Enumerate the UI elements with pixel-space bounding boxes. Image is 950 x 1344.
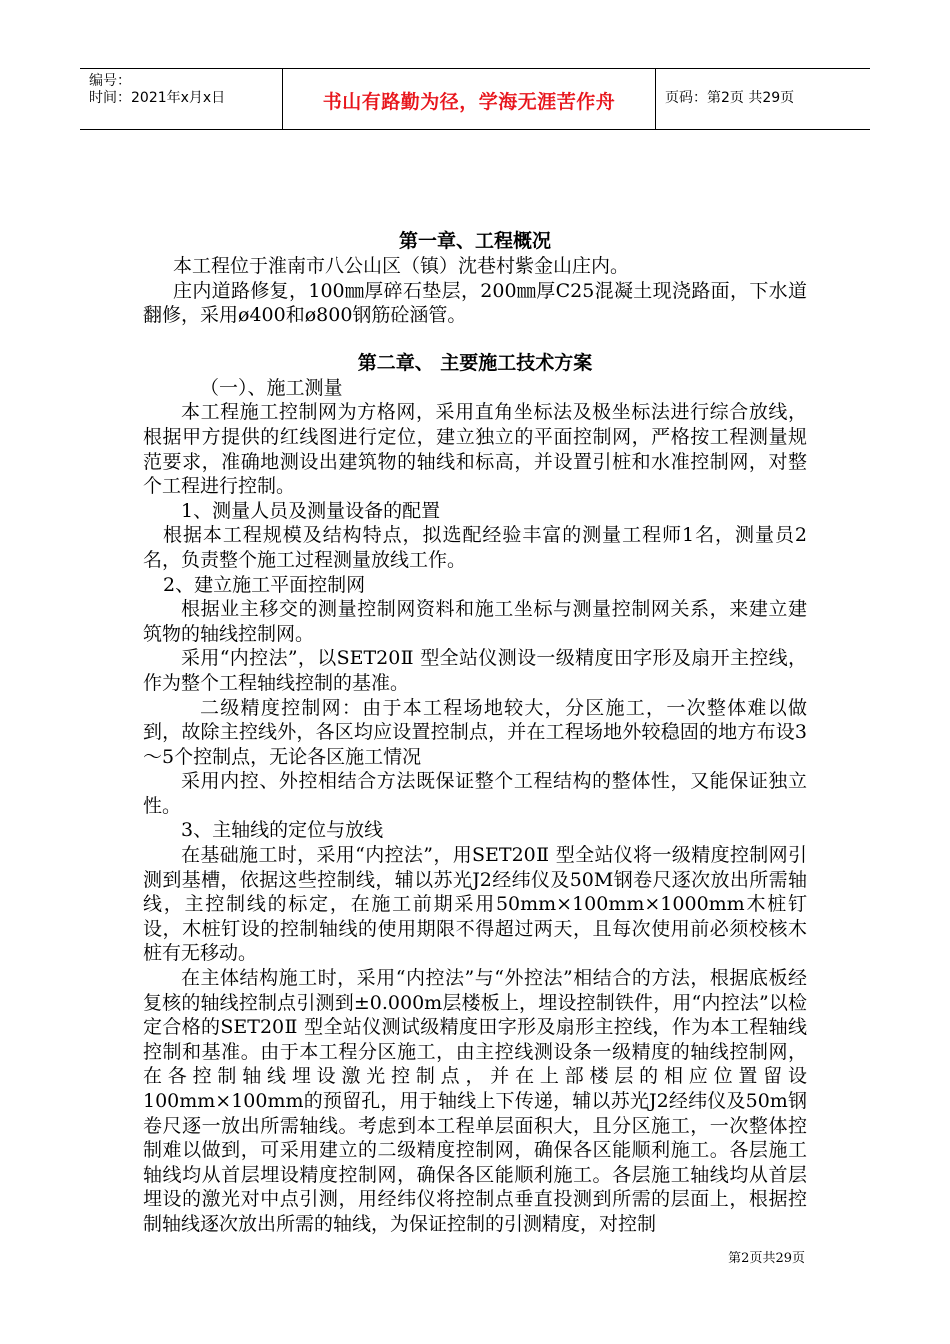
- section-heading: （一）、施工测量: [200, 376, 343, 399]
- paragraph: 本工程施工控制网为方格网，采用直角坐标法及极坐标法进行综合放线，根据甲方提供的红线图进行定位，建立独立的平面控制网，严格按工程测量规范要求，准确地测设出建筑物的轴线和标高，并设置引桩和水准控制网，对整个工程进行控制。: [143, 401, 807, 498]
- paragraph: 庄内道路修复，100㎜厚碎石垫层，200㎜厚C25混凝土现浇路面，下水道翻修，采用ø400和ø800钢筋砼涵管。: [143, 279, 807, 327]
- document-body: [143, 228, 807, 1237]
- header-page-cell: [655, 69, 870, 129]
- section-heading: 2、建立施工平面控制网: [163, 573, 366, 596]
- chapter-2-title: 第二章、 主要施工技术方案: [357, 351, 593, 374]
- chapter-1-title: 第一章、工程概况: [398, 230, 551, 252]
- paragraph: 在主体结构施工时，采用“内控法”与“外控法”相结合的方法，根据底板经复核的轴线控制点引测到±0.000m层楼板上，埋设控制铁件，用“内控法”以检定合格的SET20Ⅱ 型全站仪测试级精度田字形及扇形主控线，作为本工程轴线控制和基准。由于本工程分区施工，由主控线测设条一级精度的轴线控制网，在各控制轴线埋设激光控制点，并在上部楼层的相应位置留设100mm×100mm的预留孔，用于轴线上下传递，辅以苏光J2经纬仪及50m钢卷尺逐一放出所需轴线。考虑到本工程单层面积大，且分区施工，一次整体控制难以做到，可采用建立的二级精度控制网，确保各区能顺利施工。各层施工轴线均从首层埋设精度控制网，确保各区能顺利施工。各层施工轴线均从首层埋设的激光对中点引测，用经纬仪将控制点垂直投测到所需的层面上，根据控制轴线逐次放出所需的轴线，为保证控制的引测精度，对控制: [143, 967, 807, 1235]
- header-motto-cell: [282, 69, 656, 129]
- header-motto: 书山有路勤为径，学海无涯苦作舟: [322, 91, 616, 113]
- paragraph: 采用内控、外控相结合方法既保证整个工程结构的整体性，又能保证独立性。: [143, 770, 807, 817]
- paragraph: 二级精度控制网：由于本工程场地较大，分区施工，一次整体难以做到，故除主控线外，各区均应设置控制点，并在工程场地外较稳固的地方布设3～5个控制点，无论各区施工情况: [143, 696, 807, 768]
- page-footer: 第2页共29页: [728, 1251, 805, 1266]
- paragraph: 根据业主移交的测量控制网资料和施工坐标与测量控制网关系，来建立建筑物的轴线控制网。: [143, 598, 807, 645]
- paragraph: 本工程位于淮南市八公山区（镇）沈巷村紫金山庄内。: [173, 255, 630, 277]
- section-heading: 1、测量人员及测量设备的配置: [181, 499, 441, 522]
- paragraph: 根据本工程规模及结构特点，拟选配经验丰富的测量工程师1名，测量员2名，负责整个施工过程测量放线工作。: [143, 524, 807, 571]
- header-meta-cell: [80, 69, 282, 129]
- document-number-label: 编号：: [89, 73, 131, 89]
- header-page-label: 页码：第2页 共29页: [665, 90, 795, 106]
- section-heading: 3、主轴线的定位与放线: [181, 819, 384, 842]
- page-header: [80, 68, 870, 130]
- document-time-label: 时间：2021年x月x日: [89, 90, 226, 106]
- paragraph: 在基础施工时，采用“内控法”，用SET20Ⅱ 型全站仪将一级精度控制网引测到基槽，依据这些控制线，辅以苏光J2经纬仪及50M钢卷尺逐次放出所需轴线，主控制线的标定，在施工前期采用50mm×100mm×1000mm木桩钉设，木桩钉设的控制轴线的使用期限不得超过两天，且每次使用前必须校核木桩有无移动。: [143, 844, 807, 965]
- paragraph: 采用“内控法”，以SET20Ⅱ 型全站仪测设一级精度田字形及扇开主控线，作为整个工程轴线控制的基准。: [143, 647, 807, 694]
